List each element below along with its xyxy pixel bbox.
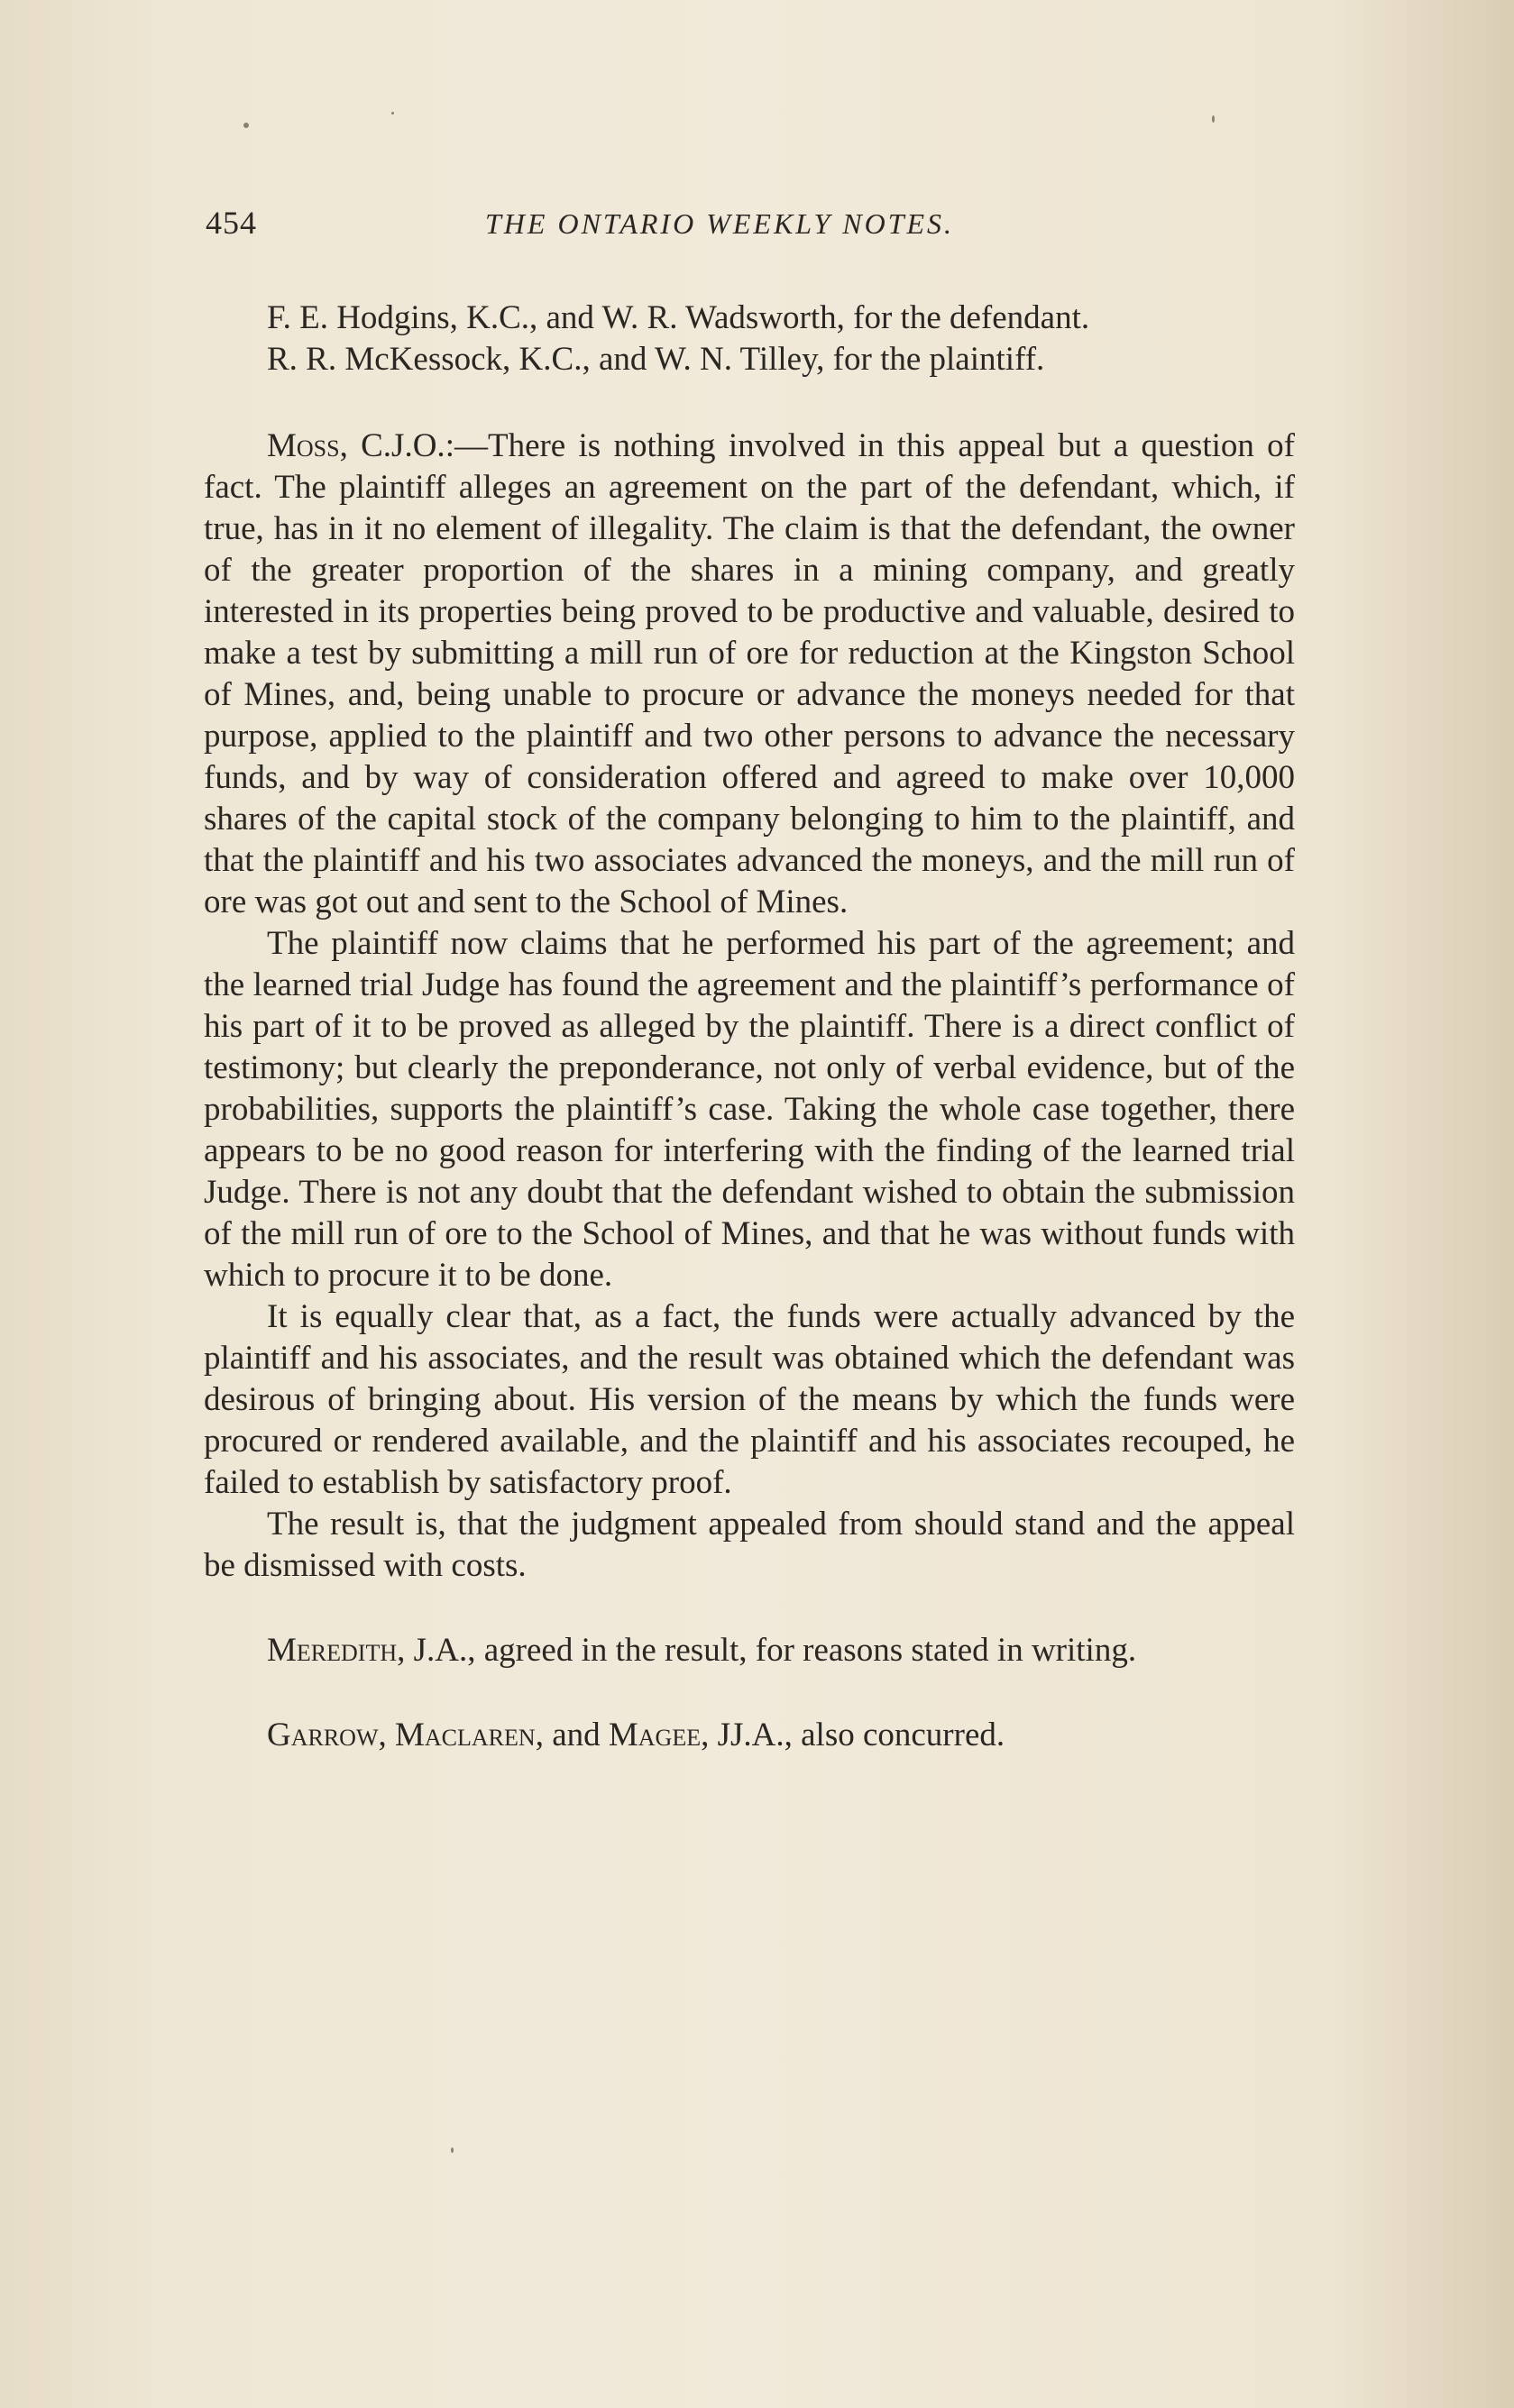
judge-name: Moss, C.J.O. — [267, 427, 445, 464]
separator: , and — [535, 1717, 609, 1753]
separator: , — [378, 1717, 395, 1753]
counsel-plaintiff: R. R. McKessock, K.C., and W. N. Tilley, for the plaintiff. — [267, 341, 1045, 378]
judgment-paragraph-2: The plaintiff now claims that he performed his part of the agreement; and the learned trial Judge has found the agreement and the plaintiff’s performance of his part of it to be proved as alleged by the plaintiff. There is a direct conflict of testimony; but clearly the preponderance, not only of verbal evidence, but of the probabilities, supports the plaintiff’s case. Taking the whole case together, there appears to be no good reason for interfering with the finding of the learned trial Judge. There is not any doubt that the defendant wished to obtain the submission of the mill run of ore to the School of Mines, and that he was without funds with which to procure it to be done. — [204, 925, 1295, 1294]
concurrence-closing-text: , JJ.A., also concurred. — [701, 1717, 1005, 1753]
spacer — [204, 1671, 1295, 1715]
journal-title: THE ONTARIO WEEKLY NOTES. — [485, 207, 955, 240]
counsel-defendant: F. E. Hodgins, K.C., and W. R. Wadsworth, for the defendant. — [267, 299, 1090, 336]
body-text — [204, 298, 1295, 1756]
judgment-paragraph-1 — [204, 426, 1295, 923]
judge-name-meredith: Meredith — [267, 1632, 398, 1669]
judgment — [204, 426, 1295, 1587]
concurrence-others — [204, 1715, 1295, 1756]
judge-name-garrow: Garrow — [267, 1717, 379, 1753]
running-head — [206, 204, 1288, 249]
counsel-list — [204, 298, 1295, 380]
judge-name-maclaren: Maclaren — [395, 1717, 536, 1753]
spacer — [204, 1587, 1295, 1630]
page-number: 454 — [206, 205, 257, 241]
judgment-paragraph-3: It is equally clear that, as a fact, the funds were actually advanced by the plaintiff and his associates, and the result was obtained which the defendant was desirous of bringing about. His version of the means by which the funds were procured or rendered available, and the plaintiff and his associates recouped, he failed to establish by satisfactory proof. — [204, 1298, 1295, 1501]
judgment-opening-text: :—There is nothing involved in this appeal but a question of fact. The plaintiff alleges an agreement on the part of the defendant, which, if true, has in it no element of illegality. The claim is that the defendant, the owner of the greater proportion of the shares in a mining company, and greatly interested in its properties being proved to be productive and valuable, desired to make a test by submitting a mill run of ore for reduction at the Kingston School of Mines, and, being unable to procure or advance the moneys needed for that purpose, applied to the plaintiff and two other persons to advance the necessary funds, and by way of consideration offered and agreed to make over 10,000 shares of the capital stock of the company belonging to him to the plaintiff, and that the plaintiff and his two associates advanced the moneys, and the mill run of ore was got out and sent to the School of Mines. — [204, 427, 1295, 920]
judge-name-magee: Magee — [608, 1717, 702, 1753]
concurrence-meredith-text: , J.A., agreed in the result, for reasons stated in writing. — [397, 1632, 1137, 1669]
spacer — [204, 380, 1295, 426]
concurrence-meredith — [204, 1630, 1295, 1671]
judgment-paragraph-4: The result is, that the judgment appealed from should stand and the appeal be dismissed with costs. — [204, 1506, 1295, 1584]
